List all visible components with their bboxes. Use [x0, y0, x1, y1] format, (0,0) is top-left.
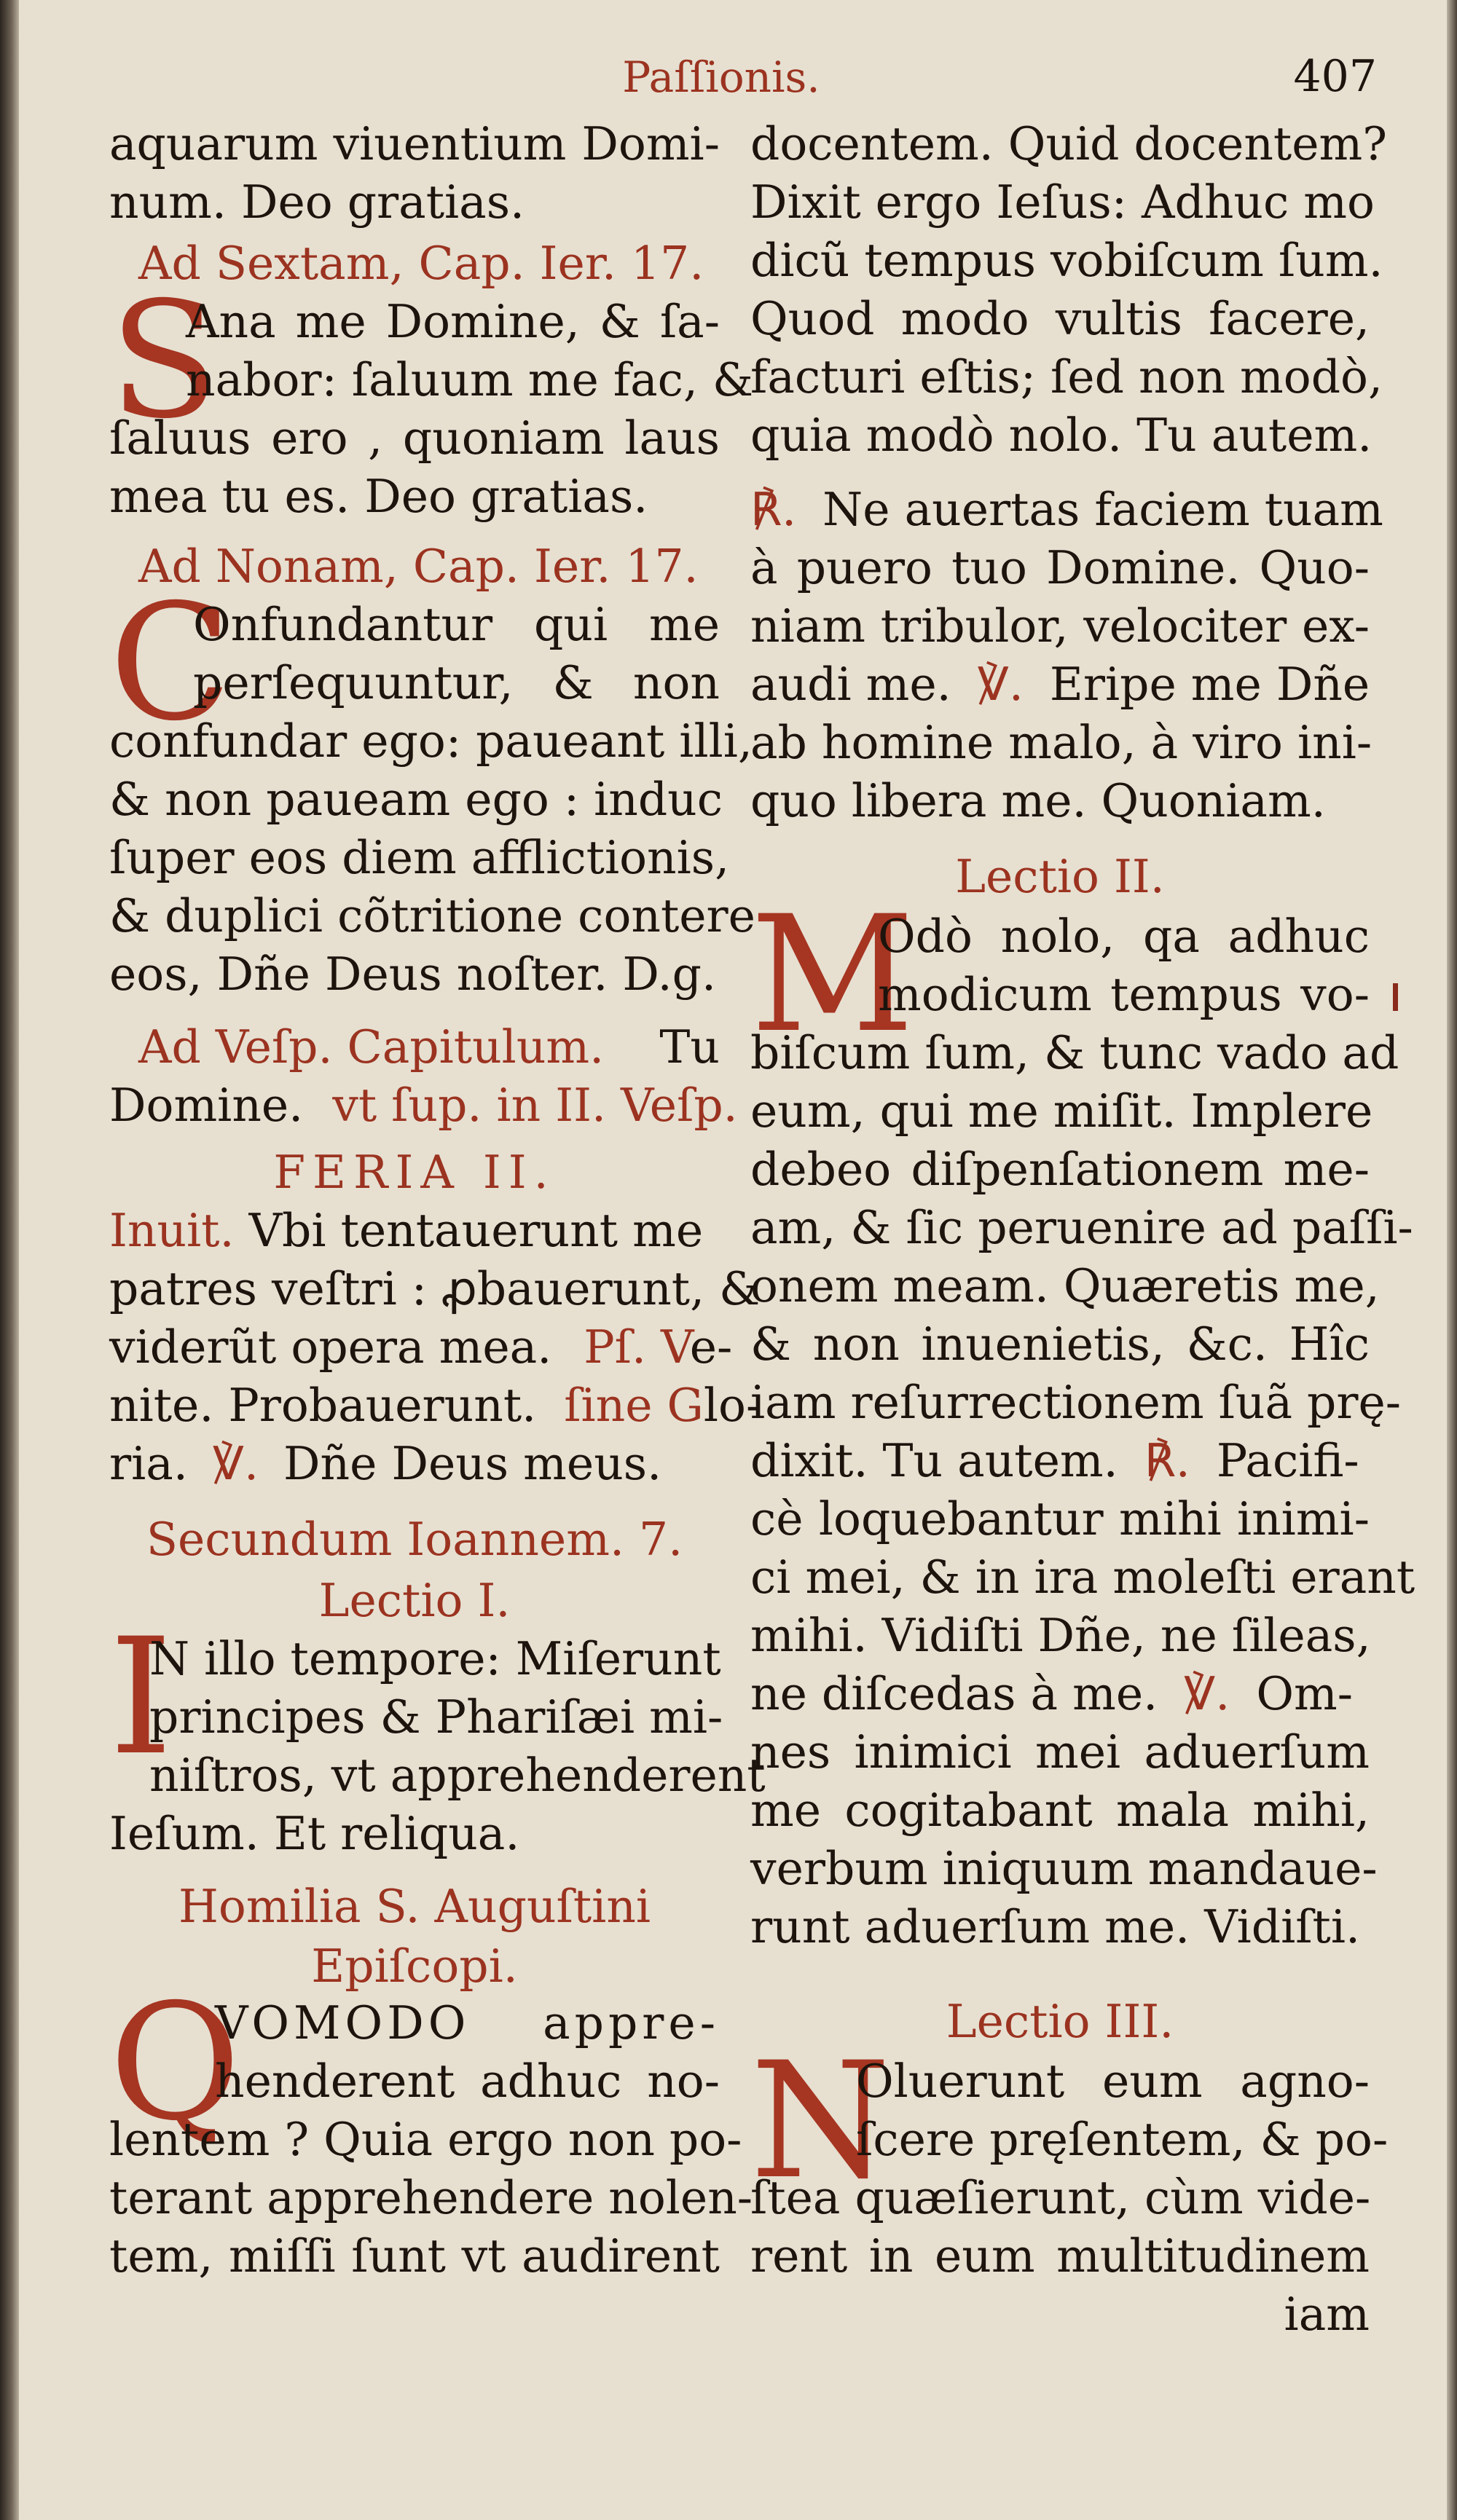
- drop-cap: N: [750, 2028, 891, 2214]
- text-line: facturi eſtis; ſed non modò,: [750, 350, 1383, 403]
- section-heading: Ad Sextam, Cap. Ier. 17.: [138, 237, 704, 290]
- text-line: debeo diſpenſationem me-: [750, 1143, 1370, 1196]
- section-heading: Ad Nonam, Cap. Ier. 17.: [138, 540, 699, 593]
- text-line: iam reſurrectionem ſuã prę-: [750, 1376, 1402, 1429]
- text-fragment: lo-: [703, 1379, 762, 1432]
- text-line: [109, 1377, 762, 1435]
- text-line: quia modò nolo. Tu autem.: [750, 409, 1372, 462]
- text-line: nes inimici mei aduerſum: [750, 1725, 1370, 1779]
- text-line: henderent adhuc no-: [215, 2055, 720, 2108]
- response-symbol: ℟.: [750, 483, 797, 536]
- text-fragment: Dñe Deus meus.: [283, 1437, 662, 1490]
- text-line: [109, 1018, 720, 1076]
- text-line: confundar ego: paueant illi,: [109, 714, 753, 768]
- text-line: runt aduerſum me. Vidiſti.: [750, 1900, 1361, 1953]
- text-fragment: dixit. Tu autem.: [750, 1434, 1118, 1487]
- rubric: Pſ. V: [584, 1320, 690, 1374]
- text-line: à puero tuo Domine. Quo-: [750, 541, 1370, 594]
- text-line: onem meam. Quæretis me,: [750, 1259, 1380, 1312]
- section-heading: Homilia S. Auguſtini: [178, 1880, 651, 1933]
- text-line: docentem. Quid docentem?: [750, 117, 1388, 170]
- rubric: vt ſup. in II. Veſp.: [332, 1079, 738, 1132]
- text-fragment: viderũt opera mea.: [109, 1320, 552, 1374]
- text-fragment: ria.: [109, 1437, 188, 1490]
- text-line: Quod modo vultis facere,: [750, 292, 1370, 345]
- running-title: Paſſionis.: [622, 52, 820, 102]
- text-line: ci mei, & in ira moleſti erant: [750, 1551, 1415, 1604]
- text-line: & non paueam ego : induc: [109, 773, 723, 826]
- text-line: cè loquebantur mihi inimi-: [750, 1492, 1370, 1546]
- text-line: me cogitabant mala mihi,: [750, 1784, 1370, 1837]
- text-line: num. Deo gratias.: [109, 176, 525, 229]
- rubric: Inuit.: [109, 1204, 235, 1257]
- text-fragment: Eripe me Dñe: [1049, 658, 1370, 711]
- margin-ink-mark: [1393, 983, 1398, 1011]
- text-line: ſuper eos diem afflictionis,: [109, 831, 730, 884]
- text-line: eum, qui me miſit. Implere: [750, 1084, 1373, 1138]
- text-line: [750, 1665, 1370, 1723]
- section-heading: Lectio III.: [946, 1995, 1174, 2048]
- text-line: [109, 1076, 738, 1135]
- text-fragment: nite. Probauerunt.: [109, 1379, 537, 1432]
- text-line: niam tribulor, velociter ex-: [750, 599, 1370, 653]
- page-number: 407: [1293, 51, 1377, 102]
- text-line: [750, 481, 1383, 539]
- text-line: eos, Dñe Deus noſter. D.g.: [109, 948, 717, 1001]
- text-fragment: Domine.: [109, 1079, 304, 1132]
- text-line: ſtea quæſierunt, cùm vide-: [750, 2171, 1371, 2224]
- text-line: modicum tempus vo-: [878, 968, 1370, 1021]
- text-line: principes & Phariſæi mi-: [149, 1690, 723, 1744]
- text-line: am, & ſic peruenire ad paſſi-: [750, 1201, 1413, 1254]
- text-line: & non inuenietis, &c. Hîc: [750, 1318, 1370, 1371]
- text-line: [109, 1202, 720, 1260]
- text-fragment: audi me.: [750, 658, 951, 711]
- drop-cap: I: [109, 1604, 173, 1790]
- text-line: Ana me Domine, & ſa-: [186, 295, 720, 348]
- text-line: ſaluus ero , quoniam laus: [109, 412, 720, 465]
- text-fragment: Ne auertas faciem tuam: [822, 483, 1383, 536]
- rubric: ſine G: [564, 1379, 704, 1432]
- text-line: Ieſum. Et reliqua.: [109, 1807, 520, 1860]
- text-line: ab homine malo, à viro ini-: [750, 716, 1372, 769]
- text-line: terant apprehendere nolen-: [109, 2171, 753, 2224]
- text-line: nabor: ſaluum me fac, &: [186, 353, 754, 406]
- text-line: verbum iniquum mandaue-: [750, 1842, 1378, 1895]
- text-line: [750, 1432, 1370, 1490]
- text-line: VOMODO appre-: [215, 1996, 720, 2050]
- book-binding-shadow: [0, 0, 19, 2520]
- text-line: niſtros, vt apprehenderent: [149, 1749, 766, 1802]
- section-heading: Lectio II.: [955, 850, 1165, 903]
- section-heading: Ad Veſp. Capitulum.: [138, 1020, 605, 1074]
- text-line: lentem ? Quia ergo non po-: [109, 2113, 742, 2166]
- versicle-symbol: ℣.: [977, 658, 1024, 711]
- text-line: tem, miſſi ſunt vt audirent: [109, 2229, 720, 2283]
- response-symbol: ℟.: [1144, 1434, 1190, 1487]
- text-line: Odò nolo, qa adhuc: [878, 910, 1370, 963]
- text-line: mea tu es. Deo gratias.: [109, 470, 648, 523]
- text-fragment: ne diſcedas à me.: [750, 1667, 1158, 1720]
- text-line: N illo tempore: Miſerunt: [149, 1632, 721, 1685]
- text-fragment: Pacifi-: [1216, 1434, 1359, 1487]
- text-line: patres veſtri : ꝓbauerunt, &: [109, 1262, 761, 1315]
- text-line: quo libera me. Quoniam.: [750, 774, 1326, 827]
- drop-cap: C: [109, 570, 232, 756]
- text-line: Onfundantur qui me: [193, 598, 720, 651]
- text-fragment: Vbi tentauerunt me: [248, 1204, 704, 1257]
- versicle-symbol: ℣.: [212, 1437, 259, 1490]
- text-line: [109, 1435, 720, 1493]
- text-line: Dixit ergo Ieſus: Adhuc mo: [750, 176, 1375, 229]
- text-line: mihi. Vidiſti Dñe, ne ſileas,: [750, 1609, 1371, 1662]
- versicle-symbol: ℣.: [1184, 1667, 1230, 1720]
- section-heading: Lectio I.: [318, 1574, 511, 1627]
- section-heading: FERIA II.: [273, 1146, 556, 1199]
- text-line: dicũ tempus vobiſcum ſum.: [750, 234, 1383, 287]
- text-line: Oluerunt eum agno-: [856, 2055, 1370, 2108]
- drop-cap: S: [109, 267, 219, 454]
- text-fragment: Tu: [659, 1020, 720, 1074]
- text-line: [750, 655, 1370, 714]
- text-line: [109, 1318, 733, 1377]
- text-line: & duplici cõtritione contere: [109, 889, 755, 942]
- text-line: ſcere pręſentem, & po-: [856, 2113, 1389, 2166]
- drop-cap: M: [750, 881, 915, 1068]
- catchword: iam: [1284, 2288, 1370, 2341]
- section-heading: Secundum Ioannem. 7.: [146, 1513, 683, 1566]
- text-fragment: e-: [689, 1320, 733, 1374]
- section-heading: Epiſcopi.: [311, 1940, 518, 1993]
- text-fragment: Om-: [1256, 1667, 1353, 1720]
- text-line: biſcum ſum, & tunc vado ad: [750, 1026, 1399, 1079]
- page-edge-shadow: [1447, 0, 1457, 2520]
- drop-cap: Q: [109, 1969, 241, 2156]
- text-line: rent in eum multitudinem: [750, 2229, 1370, 2283]
- text-line: aquarum viuentium Domi-: [109, 117, 720, 170]
- text-line: perſequuntur, & non: [193, 656, 720, 709]
